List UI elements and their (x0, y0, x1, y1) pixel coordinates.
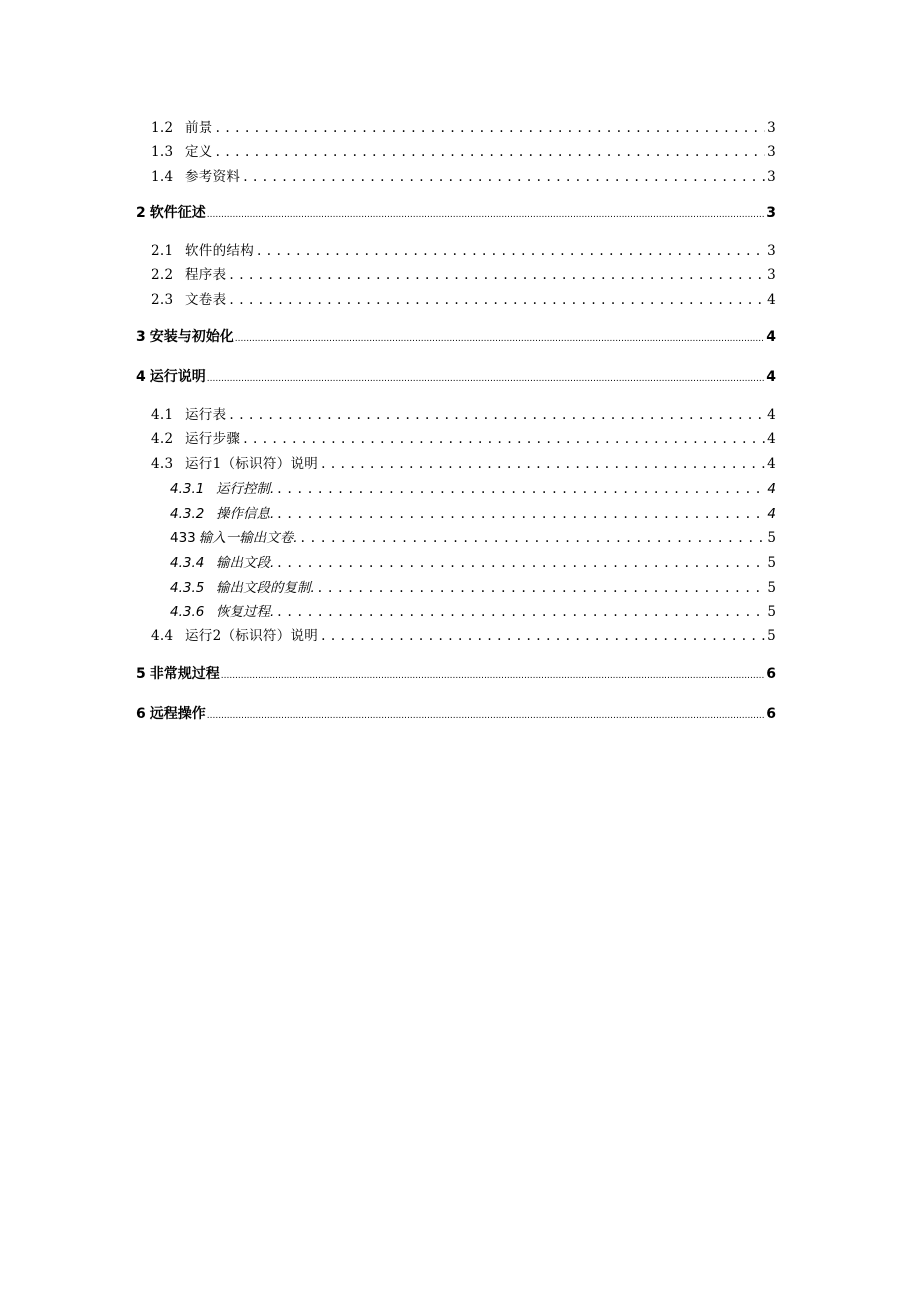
toc-entry-4-3-3[interactable] (170, 526, 776, 546)
toc-number: 1.3 (151, 144, 174, 160)
toc-page-number: 4 (766, 369, 776, 385)
dot-leader (277, 481, 765, 497)
toc-title: 文卷表 (185, 292, 227, 308)
toc-entry-2-2[interactable] (151, 263, 776, 283)
toc-entry-4-3[interactable] (151, 452, 776, 472)
toc-page-number: 4 (767, 481, 776, 497)
toc-title: 运行2（标识符）说明 (185, 628, 319, 644)
toc-title: 程序表 (185, 267, 227, 283)
toc-title: 前景 (185, 120, 213, 136)
dot-leader (207, 711, 765, 721)
toc-entry-2-3[interactable] (151, 288, 776, 308)
dot-leader (243, 431, 765, 447)
toc-title: 参考资料 (185, 169, 241, 185)
toc-title: 恢复过程. (216, 604, 275, 620)
toc-number: 4.3.5 (170, 580, 205, 596)
toc-title: 输出文段的复制. (216, 580, 315, 596)
toc-entry-4-3-4[interactable] (170, 551, 776, 571)
dot-leader (229, 292, 765, 308)
toc-number: 2.1 (151, 243, 174, 259)
toc-title: 非常规过程 (149, 666, 220, 682)
dot-leader (318, 580, 766, 596)
toc-entry-2[interactable] (136, 202, 776, 222)
toc-entry-3[interactable] (136, 326, 776, 346)
toc-number: 6 (136, 706, 146, 722)
toc-page-number: 4 (767, 292, 776, 308)
toc-entry-4-2[interactable] (151, 427, 776, 447)
dot-leader (216, 120, 766, 136)
toc-page-number: 3 (767, 144, 776, 160)
dot-leader (207, 210, 765, 220)
toc-number: 4.3.6 (170, 604, 205, 620)
toc-page-number: 4 (767, 431, 776, 447)
toc-number: 2.2 (151, 267, 174, 283)
dot-leader (277, 555, 765, 571)
dot-leader (229, 267, 765, 283)
toc-number: 2 (136, 205, 146, 221)
toc-entry-2-1[interactable] (151, 239, 776, 259)
toc-page-number: 4 (767, 506, 776, 522)
toc-entry-4-3-6[interactable] (170, 600, 776, 620)
toc-page-number: 3 (767, 120, 776, 136)
toc-title: 定义 (185, 144, 213, 160)
toc-title: 运行控制. (216, 481, 275, 497)
toc-entry-4-1[interactable] (151, 403, 776, 423)
toc-title: 运行说明 (149, 369, 206, 385)
dot-leader (207, 374, 765, 384)
dot-leader (216, 144, 766, 160)
toc-title: 远程操作 (149, 706, 206, 722)
toc-number: 4.3.4 (170, 555, 205, 571)
toc-number: 1.4 (151, 169, 174, 185)
toc-number: 1.2 (151, 120, 174, 136)
toc-entry-4-3-1[interactable] (170, 477, 776, 497)
toc-page-number: 5 (767, 580, 776, 596)
toc-number: 5 (136, 666, 146, 682)
toc-number: 2.3 (151, 292, 174, 308)
dot-leader (277, 604, 765, 620)
toc-page-number: 3 (767, 243, 776, 259)
toc-page-number: 6 (766, 666, 776, 682)
toc-number: 433 (170, 530, 196, 546)
dot-leader (235, 334, 765, 344)
toc-entry-5[interactable] (136, 663, 776, 683)
toc-entry-1-4[interactable] (151, 165, 776, 185)
dot-leader (301, 530, 766, 546)
dot-leader (221, 671, 765, 681)
toc-page-number: 4 (767, 456, 776, 472)
toc-entry-1-2[interactable] (151, 116, 776, 136)
toc-page-number: 6 (766, 706, 776, 722)
toc-entry-4-3-5[interactable] (170, 576, 776, 596)
toc-page-number: 3 (767, 267, 776, 283)
toc-title: 输出文段. (216, 555, 275, 571)
dot-leader (243, 169, 765, 185)
toc-title: 安装与初始化 (149, 329, 234, 345)
dot-leader (229, 407, 765, 423)
toc-number: 3 (136, 329, 146, 345)
toc-number: 4.3 (151, 456, 174, 472)
toc-page-number: 3 (766, 205, 776, 221)
toc-title: 运行1（标识符）说明 (185, 456, 319, 472)
dot-leader (277, 506, 765, 522)
toc-entry-6[interactable] (136, 703, 776, 723)
toc-page-number: 5 (767, 628, 776, 644)
toc-title: 运行步骤 (185, 431, 241, 447)
toc-entry-4-4[interactable] (151, 624, 776, 644)
toc-entry-4-3-2[interactable] (170, 502, 776, 522)
toc-page-number: 5 (767, 555, 776, 571)
toc-page-number: 5 (767, 530, 776, 546)
toc-entry-4[interactable] (136, 366, 776, 386)
dot-leader (321, 628, 765, 644)
toc-number: 4 (136, 369, 146, 385)
toc-number: 4.1 (151, 407, 174, 423)
toc-title: 软件的结构 (185, 243, 254, 259)
toc-title: 软件征述 (149, 205, 206, 221)
toc-title: 运行表 (185, 407, 227, 423)
toc-page-number: 3 (767, 169, 776, 185)
toc-number: 4.2 (151, 431, 174, 447)
toc-entry-1-3[interactable] (151, 140, 776, 160)
dot-leader (321, 456, 765, 472)
toc-title: 输入一输出文卷. (198, 530, 298, 546)
toc-number: 4.3.1 (170, 481, 205, 497)
toc-page-number: 4 (766, 329, 776, 345)
toc-title: 操作信息. (216, 506, 275, 522)
toc-number: 4.4 (151, 628, 174, 644)
toc-number: 4.3.2 (170, 506, 205, 522)
toc-page-number: 5 (767, 604, 776, 620)
dot-leader (257, 243, 765, 259)
toc-page-number: 4 (767, 407, 776, 423)
